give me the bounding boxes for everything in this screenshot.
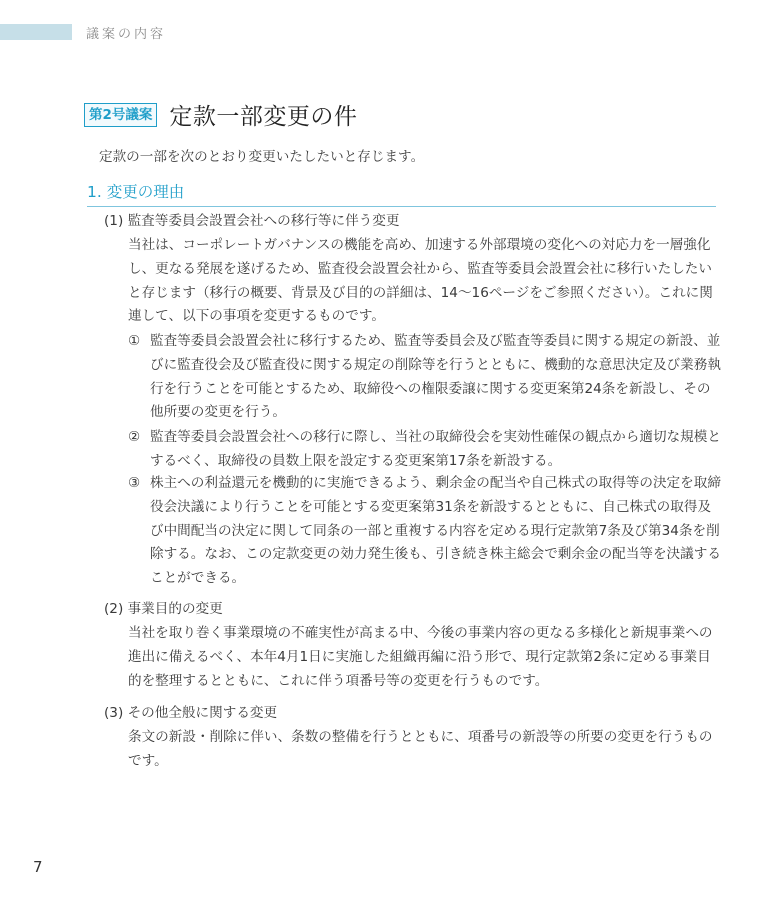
subsection-heading-3: (3) その他全般に関する変更 xyxy=(104,705,278,721)
header-accent-bar xyxy=(0,24,72,40)
list-item-text: 監査等委員会設置会社への移行に際し、当社の取締役会を実効性確保の観点から適切な規模とするべく、取締役の員数上限を設定する変更案第17条を新設する。 xyxy=(150,429,721,469)
subsection-body-2: 当社を取り巻く事業環境の不確実性が高まる中、今後の事業内容の更なる多様化と新規事業への進出に備えるべく、本年4月1日に実施した組織再編に沿う形で、現行定款第2条に定める事業目的を整理するとともに、これに伴う項番号等の変更を行うものです。 xyxy=(128,625,713,689)
list-item-number: ① xyxy=(128,333,141,349)
agenda-item-badge: 第2号議案 xyxy=(84,103,157,127)
subsection-body-1: 当社は、コーポレートガバナンスの機能を高め、加速する外部環境の変化への対応力を一層強化し、更なる発展を遂げるため、監査役会設置会社から、監査等委員会設置会社に移行いたしたいと存じます（移行の概要、背景及び目的の詳細は、14～16ページをご参照ください）。これに関連して、以下の事項を変更するものです。 xyxy=(128,237,713,325)
subsection-heading-1: (1) 監査等委員会設置会社への移行等に伴う変更 xyxy=(104,213,400,229)
subsection-heading-2: (2) 事業目的の変更 xyxy=(104,601,223,617)
subsection-body-3: 条文の新設・削除に伴い、条数の整備を行うとともに、項番号の新設等の所要の変更を行うものです。 xyxy=(128,729,713,769)
section-label: 議案の内容 xyxy=(86,27,167,42)
agenda-item-title: 定款一部変更の件 xyxy=(169,104,358,130)
list-item-number: ③ xyxy=(128,475,141,491)
list-item-text: 株主への利益還元を機動的に実施できるよう、剰余金の配当や自己株式の取得等の決定を取締役会決議により行うことを可能とする変更案第31条を新設するとともに、自己株式の取得及び中間配当の決定に関して同条の一部と重複する内容を定める現行定款第7条及び第34条を削除する。なお、この定款変更の効力発生後も、引き続き株主総会で剰余金の配当等を決議することができる。 xyxy=(150,475,721,587)
list-item-3 xyxy=(128,472,724,591)
reason-heading: 1. 変更の理由 xyxy=(87,180,716,207)
list-item-number: ② xyxy=(128,429,141,445)
page-number: 7 xyxy=(33,858,43,876)
list-item-1 xyxy=(128,330,724,425)
list-item-text: 監査等委員会設置会社に移行するため、監査等委員会及び監査等委員に関する規定の新設、並びに監査役会及び監査役に関する規定の削除等を行うとともに、機動的な意思決定及び業務執行を行うことを可能とするため、取締役への権限委譲に関する変更案第24条を新設し、その他所要の変更を行う。 xyxy=(150,333,721,421)
agenda-intro: 定款の一部を次のとおり変更いたしたいと存じます。 xyxy=(99,149,425,165)
list-item-2 xyxy=(128,426,724,474)
agenda-item-header xyxy=(84,98,357,131)
